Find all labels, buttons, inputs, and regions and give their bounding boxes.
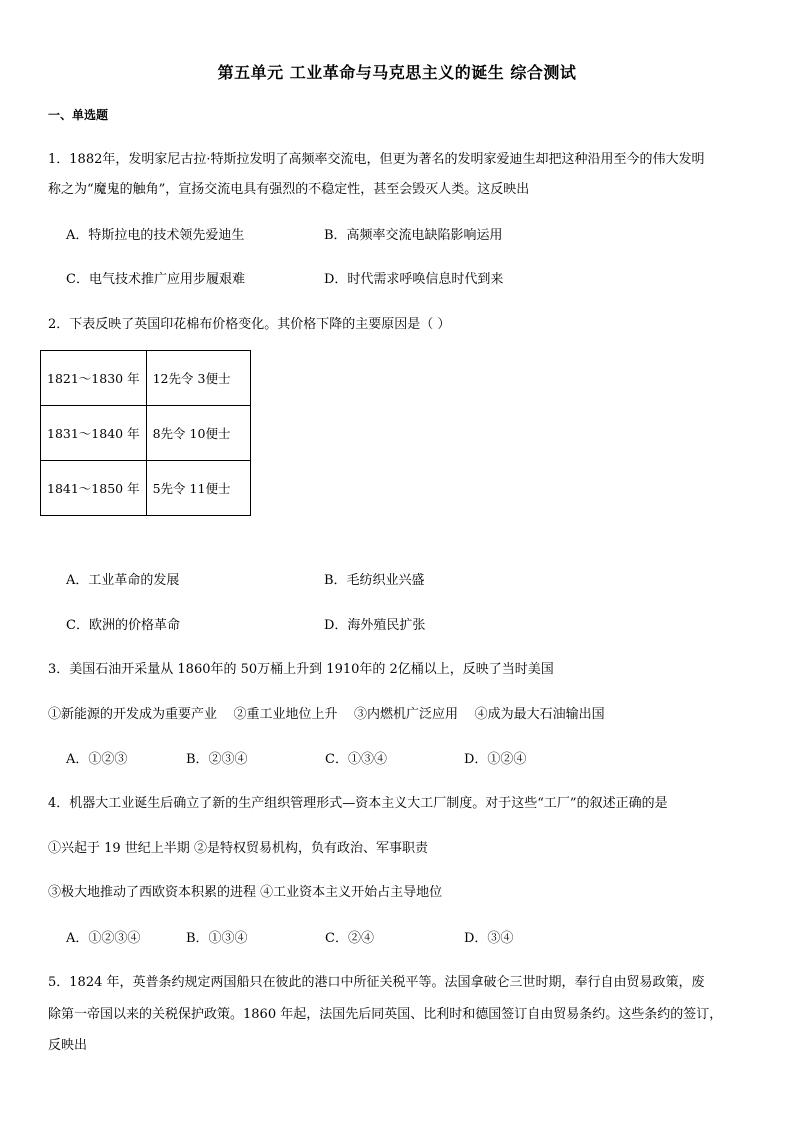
q1-option-d: D．时代需求呼唤信息时代到来: [324, 272, 504, 287]
q4-option-b: B．①③④: [186, 931, 248, 946]
section-heading: 一、单选题: [48, 108, 109, 122]
q3-statements: ①新能源的开发成为重要产业 ②重工业地位上升 ③内燃机广泛应用 ④成为最大石油输出国: [48, 707, 605, 722]
q4-option-d: D．③④: [464, 931, 514, 946]
q1-option-b: B．高频率交流电缺陷影响运用: [324, 228, 503, 243]
table-cell-price: 12先令 3便士: [146, 351, 250, 406]
table-row: [41, 351, 251, 406]
table-cell-period: 1841～1850 年: [41, 461, 147, 516]
q3-option-b: B．②③④: [186, 752, 248, 767]
page-title: 第五单元 工业革命与马克思主义的诞生 综合测试: [217, 63, 577, 82]
table-row: [41, 406, 251, 461]
q2-option-b: B．毛纺织业兴盛: [324, 573, 425, 588]
q1-stem-line1: 1．1882年，发明家尼古拉·特斯拉发明了高频率交流电，但更为著名的发明家爱迪生却把这种沿用至今的伟大发明: [48, 152, 705, 167]
q4-stem: 4．机器大工业诞生后确立了新的生产组织管理形式—资本主义大工厂制度。对于这些“工厂”的叙述正确的是: [48, 796, 668, 811]
q2-option-c: C．欧洲的价格革命: [66, 618, 180, 633]
price-table: [40, 350, 251, 516]
q3-option-c: C．①③④: [325, 752, 387, 767]
table-cell-period: 1821～1830 年: [41, 351, 147, 406]
q2-option-d: D．海外殖民扩张: [324, 618, 426, 633]
q3-option-a: A．①②③: [66, 752, 128, 767]
q5-stem-line1: 5．1824 年，英普条约规定两国船只在彼此的港口中所征关税平等。法国拿破仑三世时期，奉行自由贸易政策，废: [48, 975, 705, 990]
q1-option-c: C．电气技术推广应用步履艰难: [66, 272, 245, 287]
q1-stem-line2: 称之为“魔鬼的触角”，宣扬交流电具有强烈的不稳定性，甚至会毁灭人类。这反映出: [48, 182, 530, 197]
table-row: [41, 461, 251, 516]
table-cell-period: 1831～1840 年: [41, 406, 147, 461]
q1-option-a: A．特斯拉电的技术领先爱迪生: [66, 228, 245, 243]
q2-option-a: A．工业革命的发展: [66, 573, 180, 588]
q3-stem: 3．美国石油开采量从 1860年的 50万桶上升到 1910年的 2亿桶以上，反映了当时美国: [48, 662, 554, 677]
q3-option-d: D．①②④: [464, 752, 527, 767]
table-cell-price: 5先令 11便士: [146, 461, 250, 516]
q5-stem-line2: 除第一帝国以来的关税保护政策。1860 年起，法国先后同英国、比利时和德国签订自由贸易条约。这些条约的签订，: [48, 1007, 723, 1022]
q4-statements-1: ①兴起于 19 世纪上半期 ②是特权贸易机构，负有政治、军事职责: [48, 841, 428, 856]
q4-option-c: C．②④: [325, 931, 374, 946]
q4-statements-2: ③极大地推动了西欧资本积累的进程 ④工业资本主义开始占主导地位: [48, 885, 443, 900]
q2-stem: 2．下表反映了英国印花棉布价格变化。其价格下降的主要原因是（ ）: [48, 317, 451, 332]
q4-option-a: A．①②③④: [66, 931, 141, 946]
q5-stem-line3: 反映出: [48, 1038, 88, 1053]
table-cell-price: 8先令 10便士: [146, 406, 250, 461]
